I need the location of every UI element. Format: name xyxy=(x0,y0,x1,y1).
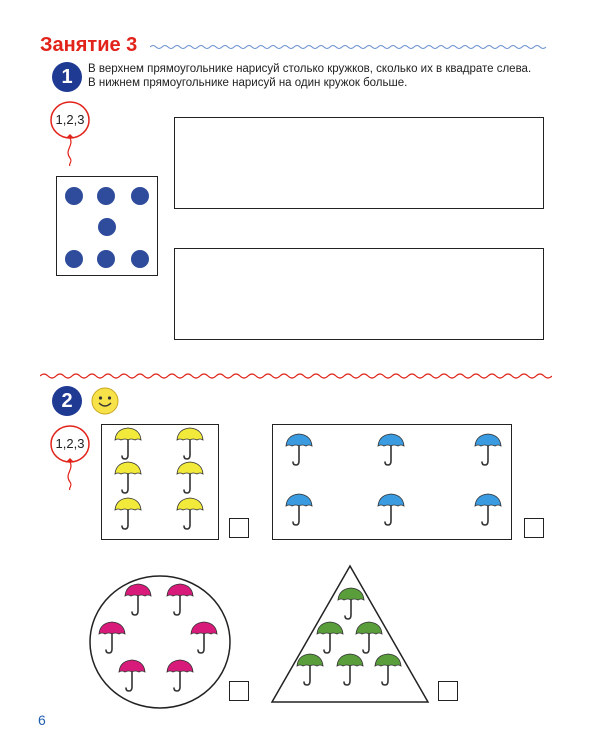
umbrella-icon xyxy=(177,462,203,493)
page-number: 6 xyxy=(38,712,46,728)
umbrella-icon xyxy=(167,584,193,615)
lower-answer-rectangle[interactable] xyxy=(174,248,544,340)
section-divider xyxy=(40,372,552,380)
green-count-box[interactable] xyxy=(438,681,458,701)
counting-balloon-1 xyxy=(48,100,92,166)
header-wavy-line xyxy=(150,44,550,50)
umbrella-icon xyxy=(177,428,203,459)
yellow-count-box[interactable] xyxy=(229,518,249,538)
umbrella-icon xyxy=(125,584,151,615)
umbrella-icon xyxy=(297,654,323,685)
balloon-icon xyxy=(48,100,92,166)
task1-instruction-line2: В нижнем прямоугольнике нарисуй на один кружок больше. xyxy=(88,77,408,89)
umbrella-icon xyxy=(475,434,501,465)
umbrella-icon xyxy=(356,622,382,653)
umbrella-icon xyxy=(115,498,141,529)
umbrella-icon xyxy=(337,654,363,685)
umbrella-icon xyxy=(378,494,404,525)
umbrella-icon xyxy=(115,462,141,493)
task-number-2: 2 xyxy=(52,386,82,416)
umbrella-icon xyxy=(375,654,401,685)
umbrella-icon xyxy=(191,622,217,653)
blue-umbrella-group xyxy=(272,424,512,540)
task-number-1: 1 xyxy=(52,62,82,92)
dot xyxy=(131,250,149,268)
balloon-icon xyxy=(48,424,92,490)
umbrella-icon xyxy=(99,622,125,653)
umbrella-icon xyxy=(119,660,145,691)
task1-instruction-line1: В верхнем прямоугольнике нарисуй столько кружков, сколько их в квадрате слева. xyxy=(88,63,532,75)
balloon-label-2: 1,2,3 xyxy=(55,436,85,451)
smiley-icon xyxy=(90,386,120,416)
pink-umbrella-group xyxy=(88,574,232,710)
counting-balloon-2 xyxy=(48,424,92,490)
dots-group xyxy=(57,177,156,274)
dot xyxy=(98,218,116,236)
umbrella-icon xyxy=(475,494,501,525)
umbrella-icon xyxy=(317,622,343,653)
pink-count-box[interactable] xyxy=(229,681,249,701)
umbrella-icon xyxy=(286,434,312,465)
balloon-label-1: 1,2,3 xyxy=(55,112,85,127)
dot xyxy=(97,187,115,205)
umbrella-icon xyxy=(115,428,141,459)
dot xyxy=(65,187,83,205)
umbrella-icon xyxy=(177,498,203,529)
dot xyxy=(131,187,149,205)
umbrella-icon xyxy=(286,494,312,525)
umbrella-icon xyxy=(338,588,364,619)
dot xyxy=(65,250,83,268)
yellow-umbrella-group xyxy=(101,424,219,540)
dot xyxy=(97,250,115,268)
blue-count-box[interactable] xyxy=(524,518,544,538)
lesson-title: Занятие 3 xyxy=(40,34,138,56)
green-umbrella-group xyxy=(270,564,430,704)
dots-square xyxy=(56,176,158,276)
upper-answer-rectangle[interactable] xyxy=(174,117,544,209)
umbrella-icon xyxy=(378,434,404,465)
umbrella-icon xyxy=(167,660,193,691)
